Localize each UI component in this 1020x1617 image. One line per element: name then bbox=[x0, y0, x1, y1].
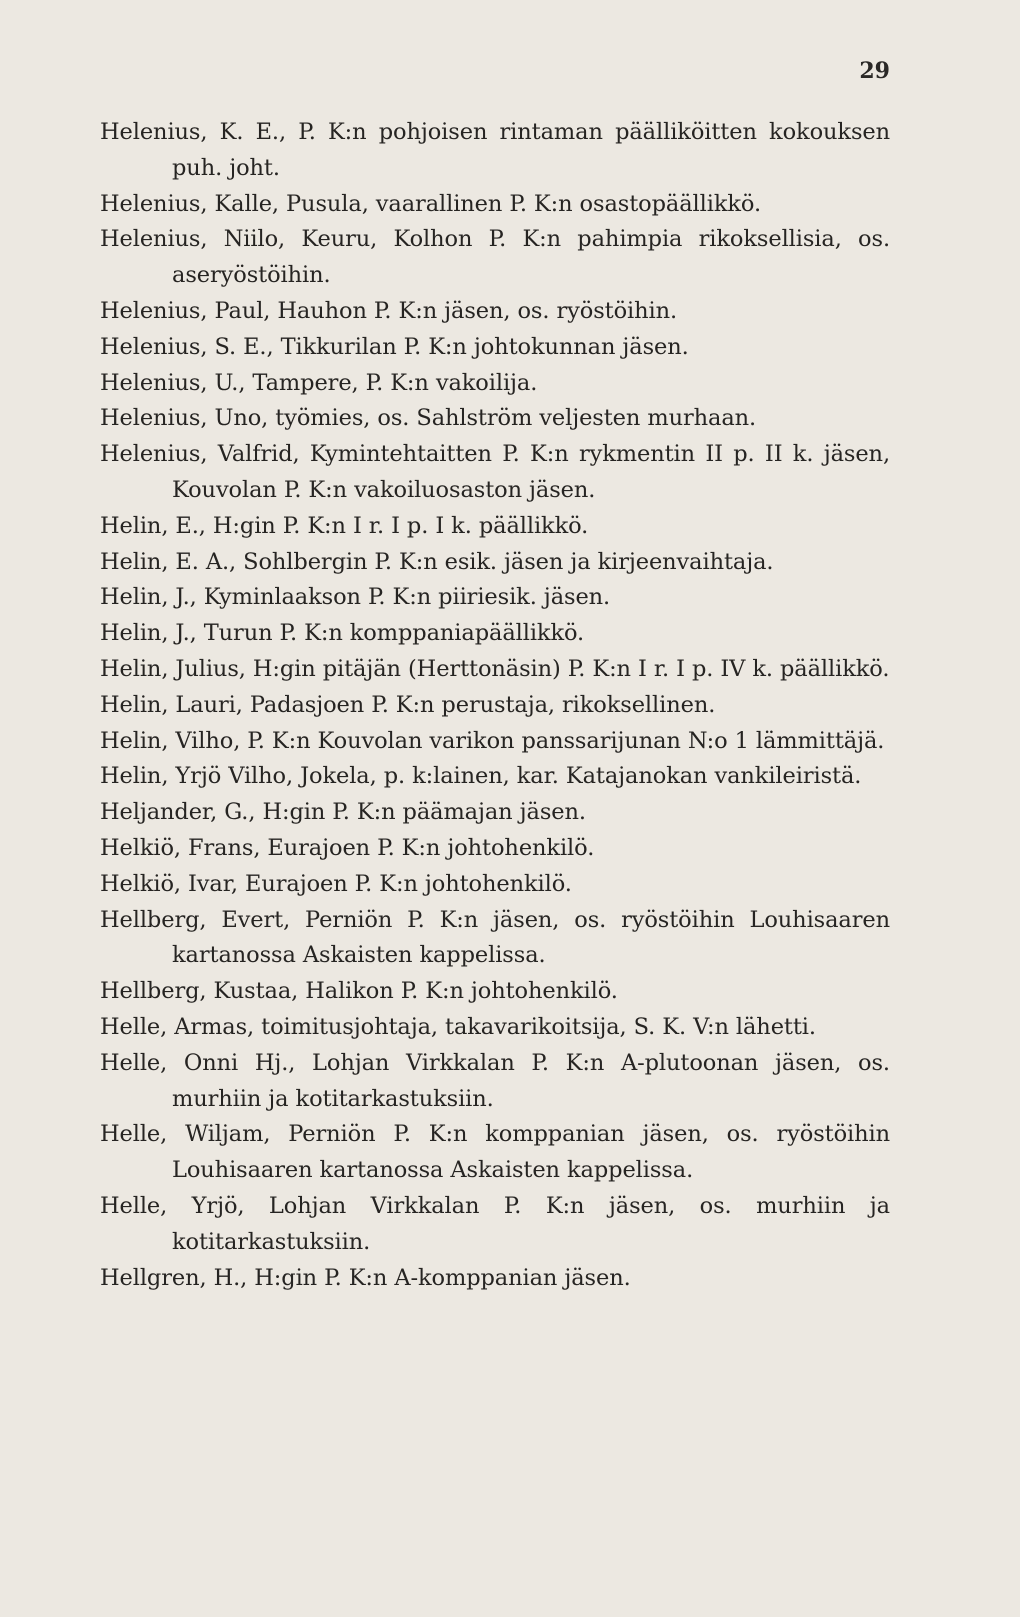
list-item: Hellberg, Kustaa, Halikon P. K:n johtohenkilö. bbox=[100, 978, 618, 1005]
list-item: Helenius, Valfrid, Kymintehtaitten P. K:n rykmentin II p. II k. jäsen, Kouvolan P. K:n vakoiluosaston jäsen. bbox=[100, 441, 890, 503]
list-item: Helin, E. A., Sohlbergin P. K:n esik. jäsen ja kirjeenvaihtaja. bbox=[100, 548, 774, 575]
list-item: Helenius, Niilo, Keuru, Kolhon P. K:n pahimpia rikoksellisia, os. aseryöstöihin. bbox=[100, 226, 890, 289]
list-item: Heljander, G., H:gin P. K:n päämajan jäsen. bbox=[100, 799, 586, 826]
list-item: Hellgren, H., H:gin P. K:n A-komppanian jäsen. bbox=[100, 1264, 631, 1291]
page-number: 29 bbox=[859, 58, 890, 84]
list-item: Helin, J., Turun P. K:n komppaniapäällikkö. bbox=[100, 620, 585, 647]
list-item: Helin, Julius, H:gin pitäjän (Herttonäsin) P. K:n I r. I p. IV k. päällikkö. bbox=[100, 655, 890, 682]
list-item: Helenius, U., Tampere, P. K:n vakoilija. bbox=[100, 369, 538, 396]
list-item: Helenius, S. E., Tikkurilan P. K:n johtokunnan jäsen. bbox=[100, 333, 689, 360]
list-item: Helenius, Kalle, Pusula, vaarallinen P. K:n osastopäällikkö. bbox=[100, 190, 761, 217]
list-item: Helle, Onni Hj., Lohjan Virkkalan P. K:n A-plutoonan jäsen, os. murhiin ja kotitarkastuksiin. bbox=[100, 1049, 890, 1112]
list-item: Helkiö, Ivar, Eurajoen P. K:n johtohenkilö. bbox=[100, 870, 572, 897]
list-item: Helin, Vilho, P. K:n Kouvolan varikon panssarijunan N:o 1 lämmittäjä. bbox=[100, 727, 885, 754]
list-item: Helkiö, Frans, Eurajoen P. K:n johtohenkilö. bbox=[100, 834, 595, 861]
list-item: Helle, Yrjö, Lohjan Virkkalan P. K:n jäsen, os. murhiin ja kotitarkastuksiin. bbox=[100, 1192, 890, 1255]
entry-list bbox=[100, 115, 890, 1296]
list-item: Hellberg, Evert, Perniön P. K:n jäsen, os. ryöstöihin Louhisaaren kartanossa Askaisten kappelissa. bbox=[100, 906, 890, 969]
list-item: Helin, Yrjö Vilho, Jokela, p. k:lainen, kar. Katajanokan vankileiristä. bbox=[100, 763, 862, 790]
list-item: Helin, J., Kyminlaakson P. K:n piiriesik. jäsen. bbox=[100, 584, 611, 611]
list-item: Helenius, Paul, Hauhon P. K:n jäsen, os. ryöstöihin. bbox=[100, 297, 678, 324]
list-item: Helin, Lauri, Padasjoen P. K:n perustaja, rikoksellinen. bbox=[100, 691, 716, 718]
list-item: Helenius, K. E., P. K:n pohjoisen rintaman päälliköitten kokouksen puh. joht. bbox=[100, 119, 890, 181]
list-item: Helle, Wiljam, Perniön P. K:n komppanian jäsen, os. ryöstöihin Louhisaaren kartanossa Askaisten kappelissa. bbox=[100, 1121, 890, 1184]
list-item: Helin, E., H:gin P. K:n I r. I p. I k. päällikkö. bbox=[100, 512, 589, 539]
list-item: Helle, Armas, toimitusjohtaja, takavarikoitsija, S. K. V:n lähetti. bbox=[100, 1013, 816, 1040]
list-item: Helenius, Uno, työmies, os. Sahlström veljesten murhaan. bbox=[100, 405, 757, 432]
